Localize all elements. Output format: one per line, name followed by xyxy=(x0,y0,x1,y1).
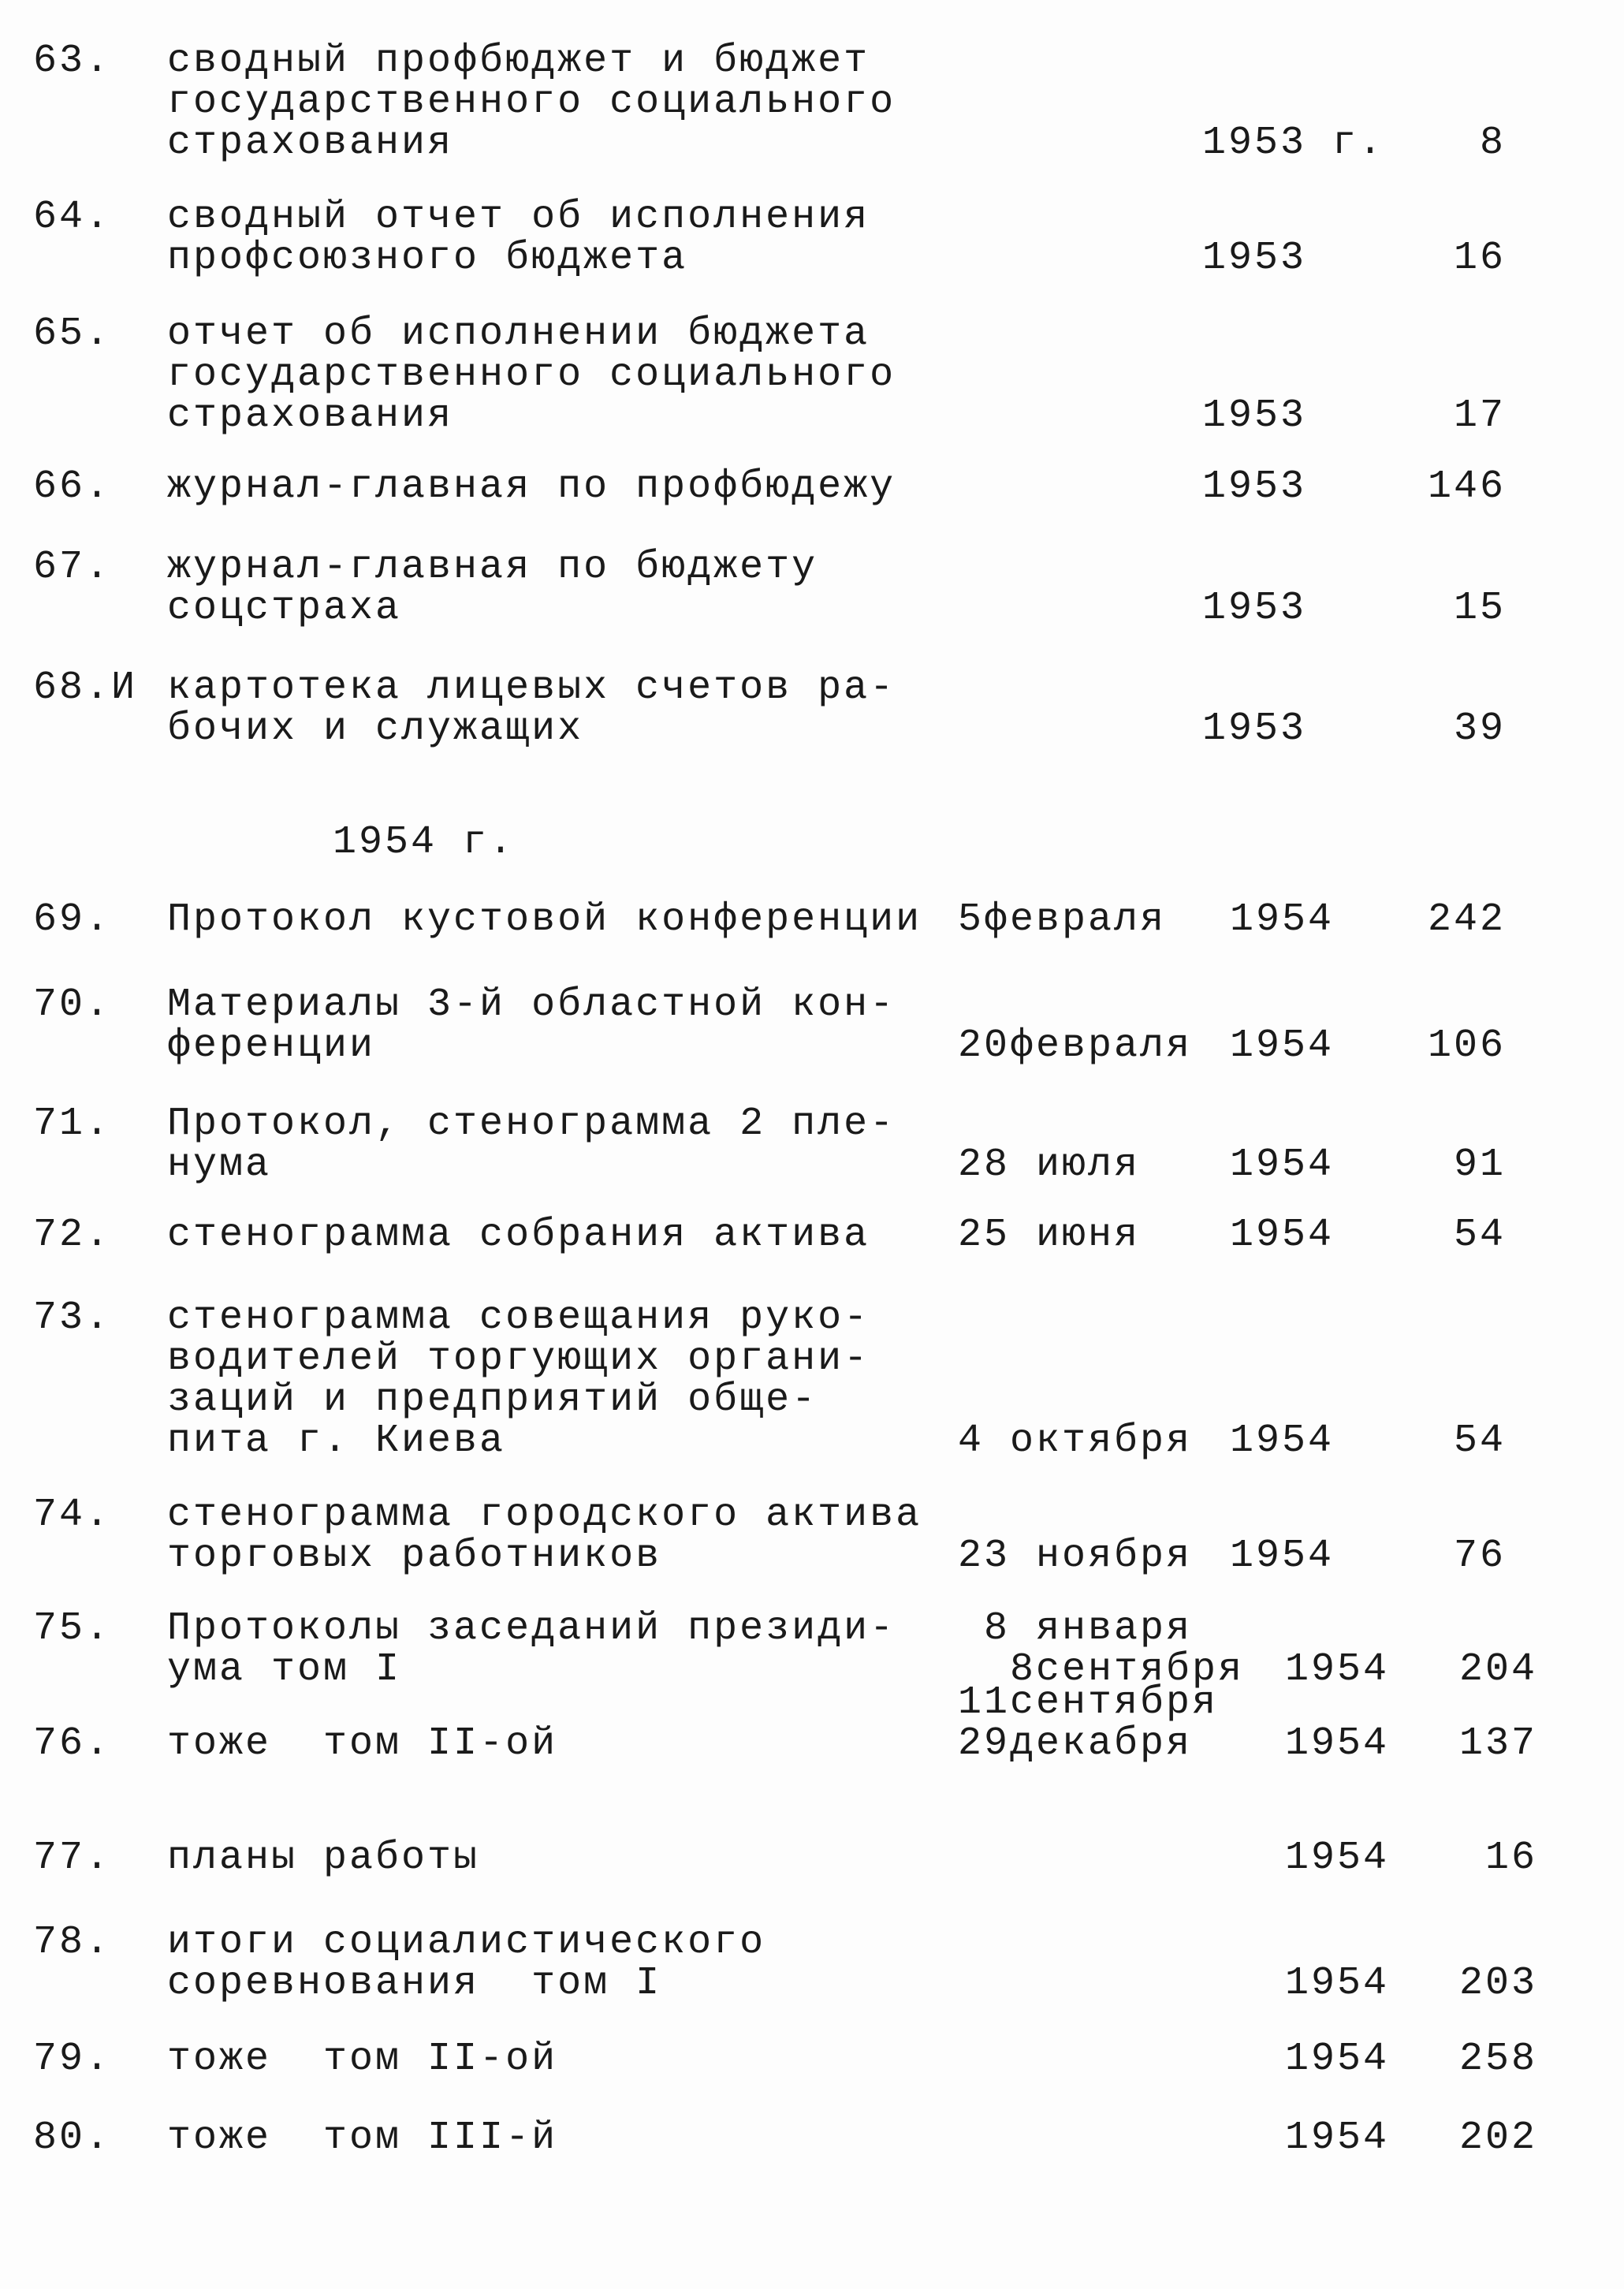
entry-date: 8 января 8сентября xyxy=(984,1606,1245,1692)
description-line: отчет об исполнении бюджета xyxy=(167,311,870,356)
description-line: стенограмма собрания актива xyxy=(167,1213,870,1258)
entry-description xyxy=(167,1838,955,1879)
entry-description xyxy=(167,982,955,1068)
description-line: профсоюзного бюджета xyxy=(167,236,688,281)
entry-description xyxy=(167,1215,955,1256)
entry-date: 20февраля xyxy=(958,1023,1193,1068)
entry-page-count: 202 xyxy=(1458,2116,1537,2160)
inventory-entry xyxy=(0,1922,1624,2004)
entry-page-count: 137 xyxy=(1458,1721,1537,1766)
entry-number: 78. xyxy=(33,1920,112,1965)
entry-page-count: 15 xyxy=(1453,586,1506,631)
description-line: планы работы xyxy=(167,1836,480,1881)
description-line: Материалы 3-й областной кон- xyxy=(167,982,896,1027)
description-line: сводный отчет об исполнения xyxy=(167,195,870,240)
inventory-entry xyxy=(0,1838,1624,1879)
entry-year: 1953 г. xyxy=(1202,121,1385,166)
entry-number: 79. xyxy=(33,2037,112,2082)
entry-year: 1954 xyxy=(1230,1213,1335,1258)
entry-description xyxy=(167,1295,955,1463)
entry-year: 1954 xyxy=(1285,2116,1390,2160)
entry-date: 4 октября xyxy=(958,1419,1193,1463)
description-line: тоже том II-ой xyxy=(167,2037,558,2082)
entry-description xyxy=(167,1721,955,1766)
inventory-entry xyxy=(0,1606,1624,1692)
entry-number: 74. xyxy=(33,1493,112,1538)
entry-description xyxy=(167,197,955,279)
inventory-entry xyxy=(0,464,1624,509)
description-line: бочих и служащих xyxy=(167,706,584,751)
entry-year: 1953 xyxy=(1202,236,1307,281)
entry-page-count: 204 xyxy=(1458,1647,1537,1692)
description-line: заций и предприятий обще- xyxy=(167,1378,818,1422)
description-line: нума xyxy=(167,1143,272,1187)
description-line: стенограмма совещания руко- xyxy=(167,1295,870,1340)
description-line: тоже том III-й xyxy=(167,2116,558,2160)
entry-page-count: 76 xyxy=(1453,1534,1506,1579)
entry-year: 1953 xyxy=(1202,706,1307,751)
description-line: пита г. Киева xyxy=(167,1419,506,1463)
inventory-entry xyxy=(0,897,1624,942)
entry-description xyxy=(167,464,955,509)
entry-number: 76. xyxy=(33,1721,112,1766)
inventory-entry xyxy=(0,41,1624,164)
section-heading-1954: 1954 г. xyxy=(333,820,516,865)
entry-description xyxy=(167,897,955,942)
entry-number: 64. xyxy=(33,195,112,240)
description-line: государственного социального xyxy=(167,352,896,397)
entry-page-count: 16 xyxy=(1453,236,1506,281)
entry-page-count: 16 xyxy=(1484,1836,1537,1881)
entry-number: 68.И xyxy=(33,665,138,710)
inventory-entry xyxy=(0,1295,1624,1463)
inventory-entry xyxy=(0,1495,1624,1577)
description-line: Протокол, стенограмма 2 пле- xyxy=(167,1102,896,1146)
entry-description xyxy=(167,2039,955,2080)
entry-number: 65. xyxy=(33,311,112,356)
inventory-entry xyxy=(0,2118,1624,2159)
entry-number: 80. xyxy=(33,2116,112,2160)
entry-description xyxy=(167,2118,955,2159)
description-line: стенограмма городского актива xyxy=(167,1493,922,1538)
entry-year: 1954 xyxy=(1285,1721,1390,1766)
entry-year: 1954 xyxy=(1285,2037,1390,2082)
entry-number: 70. xyxy=(33,982,112,1027)
entry-description xyxy=(167,1495,955,1577)
entry-page-count: 258 xyxy=(1458,2037,1537,2082)
entry-page-count: 203 xyxy=(1458,1961,1537,2006)
entry-description xyxy=(167,1606,955,1692)
inventory-entry xyxy=(0,2039,1624,2080)
description-line: Протоколы заседаний президи- xyxy=(167,1606,896,1651)
description-line: журнал-главная по профбюдежу xyxy=(167,464,896,509)
entry-year: 1954 xyxy=(1230,1023,1335,1068)
description-line: ума том I xyxy=(167,1647,402,1692)
inventory-entry xyxy=(0,1215,1624,1256)
entry-year: 1954 xyxy=(1285,1961,1390,2006)
entry-description xyxy=(167,1922,955,2004)
entry-date: 23 ноября xyxy=(958,1534,1193,1579)
description-line: ференции xyxy=(167,1023,376,1068)
description-line: итоги социалистического xyxy=(167,1920,766,1965)
entry-description xyxy=(167,311,955,438)
entry-page-count: 54 xyxy=(1453,1213,1506,1258)
entry-number: 66. xyxy=(33,464,112,509)
inventory-entry xyxy=(0,1680,1624,1766)
description-line: журнал-главная по бюджету xyxy=(167,545,818,590)
entry-description xyxy=(167,41,955,164)
entry-date: 11сентября 29декабря xyxy=(958,1680,1219,1766)
entry-number: 63. xyxy=(33,39,112,84)
inventory-entry xyxy=(0,982,1624,1068)
entry-page-count: 8 xyxy=(1479,121,1506,166)
entry-year: 1953 xyxy=(1202,586,1307,631)
entry-number: 73. xyxy=(33,1295,112,1340)
entry-page-count: 106 xyxy=(1427,1023,1506,1068)
entry-page-count: 54 xyxy=(1453,1419,1506,1463)
entry-number: 75. xyxy=(33,1606,112,1651)
entry-number: 69. xyxy=(33,897,112,942)
entry-page-count: 17 xyxy=(1453,393,1506,438)
inventory-entry xyxy=(0,547,1624,629)
entry-date: 25 июня xyxy=(958,1213,1141,1258)
description-line: государственного социального xyxy=(167,80,896,125)
entry-page-count: 146 xyxy=(1427,464,1506,509)
entry-date: 5февраля xyxy=(958,897,1167,942)
entry-year: 1954 xyxy=(1285,1647,1390,1692)
description-line: Протокол кустовой конференции xyxy=(167,897,922,942)
inventory-entry xyxy=(0,197,1624,279)
entry-number: 72. xyxy=(33,1213,112,1258)
entry-year: 1954 xyxy=(1230,1143,1335,1187)
description-line: торговых работников xyxy=(167,1534,662,1579)
entry-year: 1953 xyxy=(1202,464,1307,509)
description-line: тоже том II-ой xyxy=(167,1721,558,1766)
inventory-entry xyxy=(0,1104,1624,1186)
entry-page-count: 242 xyxy=(1427,897,1506,942)
description-line: соцстраха xyxy=(167,586,402,631)
description-line: страхования xyxy=(167,393,454,438)
description-line: сводный профбюджет и бюджет xyxy=(167,39,870,84)
entry-year: 1954 xyxy=(1230,1419,1335,1463)
entry-page-count: 39 xyxy=(1453,706,1506,751)
entry-description xyxy=(167,1104,955,1186)
description-line: картотека лицевых счетов ра- xyxy=(167,665,896,710)
description-line: водителей торгующих органи- xyxy=(167,1336,870,1381)
entry-page-count: 91 xyxy=(1453,1143,1506,1187)
description-line: соревнования том I xyxy=(167,1961,662,2006)
entry-year: 1953 xyxy=(1202,393,1307,438)
entry-number: 71. xyxy=(33,1102,112,1146)
description-line: страхования xyxy=(167,121,454,166)
inventory-entry xyxy=(0,665,1624,751)
entry-number: 77. xyxy=(33,1836,112,1881)
entry-date: 28 июля xyxy=(958,1143,1141,1187)
entry-year: 1954 xyxy=(1230,897,1335,942)
entry-number: 67. xyxy=(33,545,112,590)
entry-description xyxy=(167,547,955,629)
entry-year: 1954 xyxy=(1285,1836,1390,1881)
entry-year: 1954 xyxy=(1230,1534,1335,1579)
inventory-entry xyxy=(0,311,1624,438)
entry-description xyxy=(167,665,955,751)
